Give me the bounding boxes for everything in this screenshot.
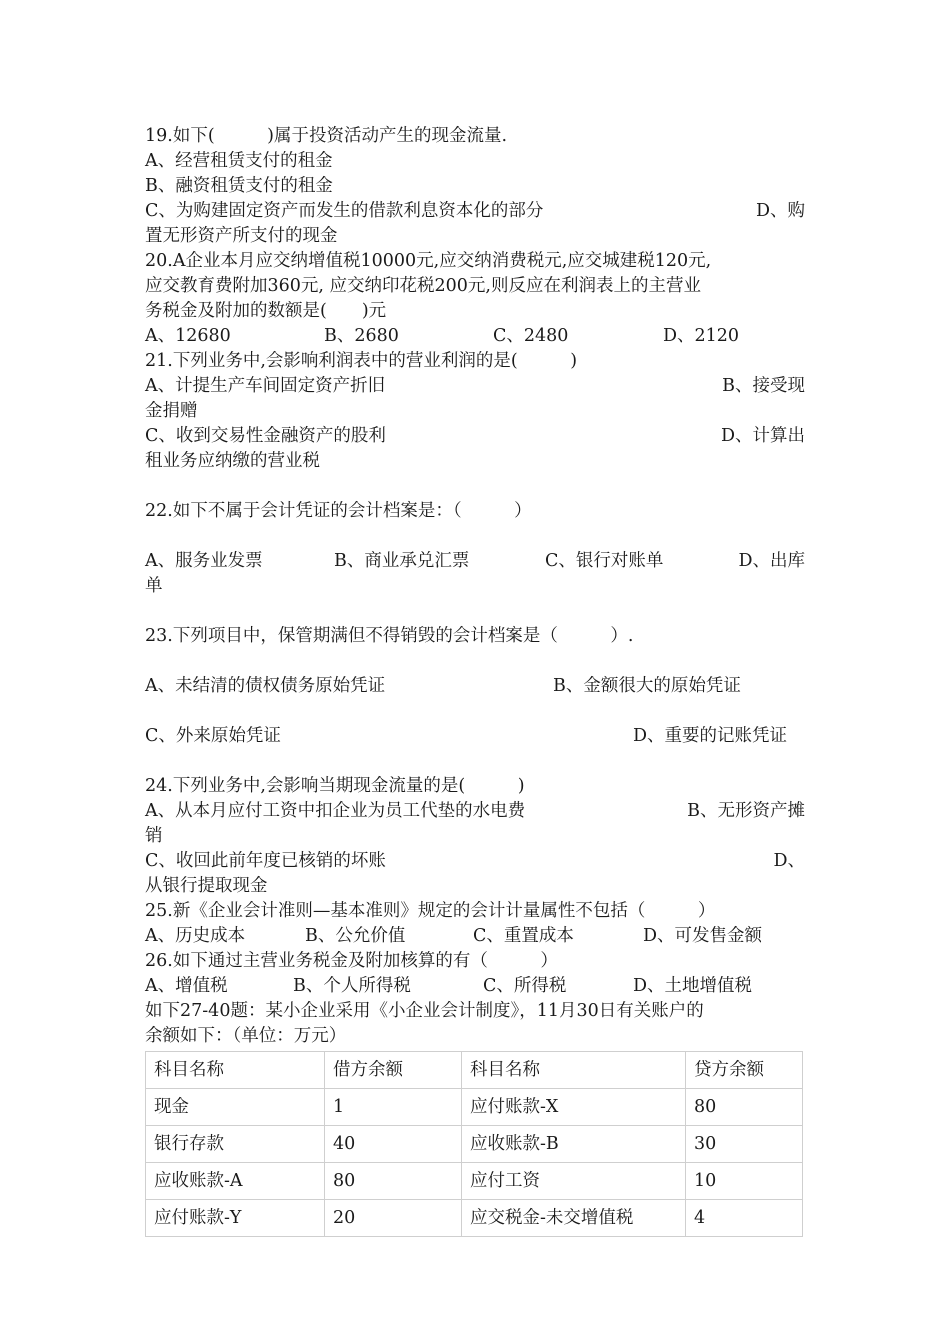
- table-cell: 40: [325, 1126, 462, 1163]
- q25-option-d: D、可发售金额: [643, 926, 763, 946]
- table-header-cell: 借方余额: [325, 1052, 462, 1089]
- q24-option-d-part1: D、: [773, 851, 805, 871]
- table-cell: 应收账款-B: [462, 1126, 686, 1163]
- q21-row-cd: [145, 424, 805, 449]
- q21-option-d-part1: D、计算出: [720, 426, 805, 446]
- q26-options: [145, 974, 805, 999]
- q25-stem: 25.新《企业会计准则—基本准则》规定的会计计量属性不包括（ ）: [145, 901, 716, 921]
- q21-row-ab: [145, 374, 805, 399]
- q21-option-b-part1: B、接受现: [722, 376, 805, 396]
- q26-option-c: C、所得税: [483, 976, 567, 996]
- q20-option-a: A、12680: [145, 326, 231, 346]
- q21-stem: 21.下列业务中,会影响利润表中的营业利润的是( ): [145, 351, 578, 371]
- table-row: [146, 1200, 803, 1237]
- q26-option-d: D、土地增值税: [633, 976, 753, 996]
- balance-table: [145, 1051, 803, 1237]
- table-row: [146, 1089, 803, 1126]
- q19-stem: 19.如下( )属于投资活动产生的现金流量.: [145, 126, 508, 146]
- table-cell: 30: [686, 1126, 803, 1163]
- table-row: [146, 1126, 803, 1163]
- q20-option-d: D、2120: [663, 326, 740, 346]
- q22-option-d-part1: D、出库: [738, 551, 805, 571]
- q23-row-ab: [145, 674, 805, 699]
- table-row: [146, 1163, 803, 1200]
- q22-stem: 22.如下不属于会计凭证的会计档案是：（ ）: [145, 501, 532, 521]
- q21-option-b-part2: 金捐赠: [145, 401, 198, 421]
- table-cell: 4: [686, 1200, 803, 1237]
- table-cell: 80: [325, 1163, 462, 1200]
- q26-option-a: A、增值税: [145, 976, 228, 996]
- q23-option-a: A、未结清的债权债务原始凭证: [145, 676, 386, 696]
- table-cell: 应付账款-Y: [146, 1200, 325, 1237]
- q24-option-c: C、收回此前年度已核销的坏账: [145, 851, 386, 871]
- q22-option-d-part2: 单: [145, 576, 163, 596]
- q20-stem-line1: 20.A企业本月应交纳增值税10000元,应交纳消费税元,应交城建税120元,: [145, 251, 712, 271]
- q26-stem: 26.如下通过主营业务税金及附加核算的有（ ）: [145, 951, 558, 971]
- table-header-cell: 贷方余额: [686, 1052, 803, 1089]
- q23-option-d: D、重要的记账凭证: [633, 726, 788, 746]
- q19-option-d-part2: 置无形资产所支付的现金: [145, 226, 338, 246]
- q24-option-d-part2: 从银行提取现金: [145, 876, 268, 896]
- q20-option-b: B、2680: [324, 326, 399, 346]
- table-header-cell: 科目名称: [462, 1052, 686, 1089]
- q20-stem-line2: 应交教育费附加360元, 应交纳印花税200元,则反应在利润表上的主营业: [145, 276, 701, 296]
- q22-option-b: B、商业承兑汇票: [334, 551, 470, 571]
- q24-option-a: A、从本月应付工资中扣企业为员工代垫的水电费: [145, 801, 526, 821]
- q23-option-b: B、金额很大的原始凭证: [553, 676, 741, 696]
- intro-line1: 如下27-40题：某小企业采用《小企业会计制度》，11月30日有关账户的: [145, 1001, 704, 1021]
- intro-line2: 余额如下：（单位：万元）: [145, 1026, 347, 1046]
- table-cell: 20: [325, 1200, 462, 1237]
- q22-option-a: A、服务业发票: [145, 551, 263, 571]
- table-header-row: [146, 1052, 803, 1089]
- document-page: [145, 124, 805, 1237]
- q22-options: [145, 549, 805, 574]
- q20-stem-line3: 务税金及附加的数额是( )元: [145, 301, 387, 321]
- table-cell: 应交税金-未交增值税: [462, 1200, 686, 1237]
- q24-stem: 24.下列业务中,会影响当期现金流量的是( ): [145, 776, 525, 796]
- table-cell: 应付工资: [462, 1163, 686, 1200]
- table-cell: 银行存款: [146, 1126, 325, 1163]
- q20-option-c: C、2480: [493, 326, 569, 346]
- q25-option-b: B、公允价值: [305, 926, 406, 946]
- q23-stem: 23.下列项目中，保管期满但不得销毁的会计档案是（ ）.: [145, 626, 634, 646]
- table-cell: 应付账款-X: [462, 1089, 686, 1126]
- q22-option-c: C、银行对账单: [545, 551, 664, 571]
- q25-option-c: C、重置成本: [473, 926, 574, 946]
- q24-row-ab: [145, 799, 805, 824]
- q19-option-a: A、经营租赁支付的租金: [145, 151, 333, 171]
- table-cell: 现金: [146, 1089, 325, 1126]
- q25-option-a: A、历史成本: [145, 926, 246, 946]
- q21-option-a: A、计提生产车间固定资产折旧: [145, 376, 386, 396]
- q25-options: [145, 924, 805, 949]
- q19-option-d-part1: D、购: [755, 201, 805, 221]
- table-header-cell: 科目名称: [146, 1052, 325, 1089]
- q23-row-cd: [145, 724, 805, 749]
- q19-option-c: C、为购建固定资产而发生的借款利息资本化的部分: [145, 201, 544, 221]
- table-cell: 10: [686, 1163, 803, 1200]
- q24-row-cd: [145, 849, 805, 874]
- q24-option-b-part1: B、无形资产摊: [687, 801, 805, 821]
- q20-options: [145, 324, 805, 349]
- q21-option-d-part2: 租业务应纳缴的营业税: [145, 451, 320, 471]
- q24-option-b-part2: 销: [145, 826, 163, 846]
- q19-option-b: B、融资租赁支付的租金: [145, 176, 333, 196]
- q19-row-cd: [145, 199, 805, 224]
- q26-option-b: B、个人所得税: [293, 976, 411, 996]
- q23-option-c: C、外来原始凭证: [145, 726, 281, 746]
- table-cell: 应收账款-A: [146, 1163, 325, 1200]
- table-cell: 1: [325, 1089, 462, 1126]
- table-cell: 80: [686, 1089, 803, 1126]
- q21-option-c: C、收到交易性金融资产的股利: [145, 426, 386, 446]
